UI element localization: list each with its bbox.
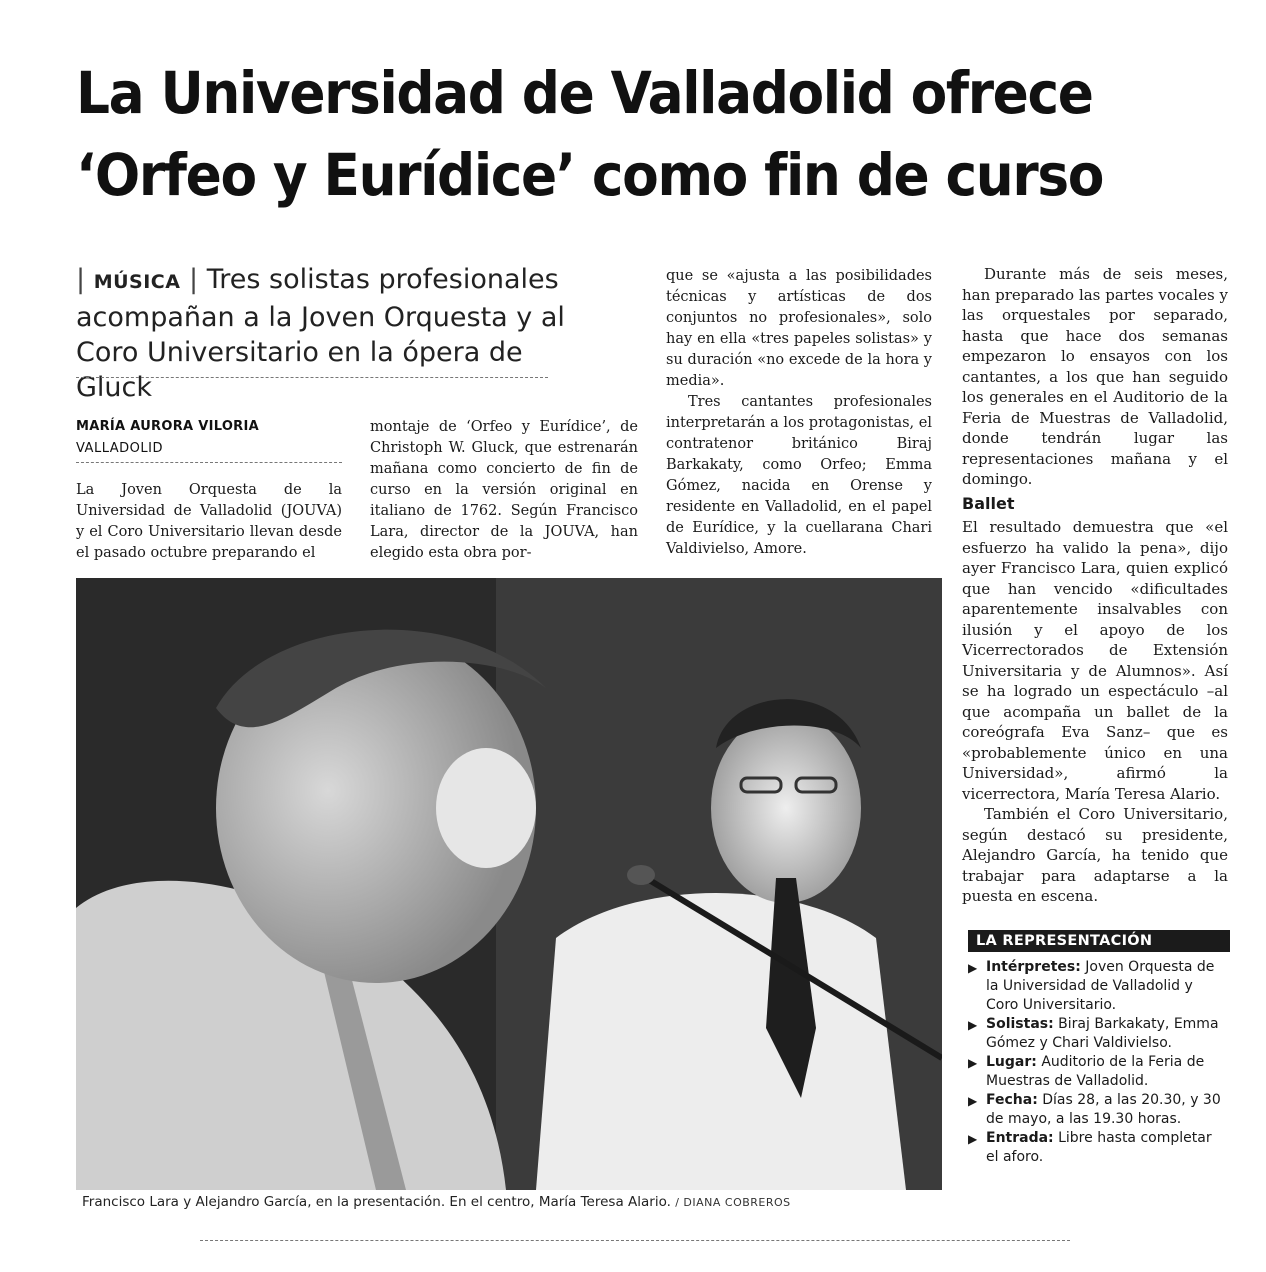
body-paragraph: También el Coro Universitario, según destacó su presidente, Alejandro García, ha tenido que trabajar para adaptarse a la puesta en escena. — [962, 805, 1228, 905]
headline-line-1: La Universidad de Valladolid ofrece — [76, 59, 1093, 127]
author-name: MARÍA AURORA VILORIA — [76, 419, 259, 434]
body-paragraph: montaje de ‘Orfeo y Eurídice’, de Christoph W. Gluck, que estrenarán mañana como concierto de fin de curso en la versión original en italiano de 1762. Según Francisco Lara, director de la JOUVA, han elegido esta obra por- — [370, 419, 638, 561]
factbox-text: Joven Orquesta de la Universidad de Valladolid y Coro Universitario. — [986, 959, 1215, 1013]
subheadline-block: | MÚSICA | Tres solistas profesionales acompañan a la Joven Orquesta y al Coro Universitario en la ópera de Gluck — [76, 264, 565, 403]
section-subhead: Ballet — [962, 493, 1015, 513]
body-column-2 — [370, 417, 638, 564]
body-paragraph: que se «ajusta a las posibilidades técnicas y artísticas de dos conjuntos no profesionales», solo hay en ella «tres papeles solistas» y su duración «no excede de la hora y media». — [666, 268, 932, 389]
factbox-item — [968, 1129, 1228, 1167]
factbox-item — [968, 1091, 1228, 1129]
person-right-head — [711, 713, 861, 903]
factbox-label: Solistas: — [986, 1016, 1054, 1032]
factbox-label: Intérpretes: — [986, 959, 1081, 975]
factbox-item — [968, 1053, 1228, 1091]
press-photo — [76, 578, 942, 1190]
photo-illustration — [76, 578, 942, 1190]
factbox-text: Auditorio de la Feria de Muestras de Valladolid. — [986, 1054, 1205, 1089]
body-column-1 — [76, 480, 342, 564]
section-tag: MÚSICA — [93, 271, 181, 293]
factbox-item — [968, 1015, 1228, 1053]
person-right-body — [536, 893, 906, 1190]
factbox-item — [968, 958, 1228, 1015]
divider — [76, 462, 342, 463]
subheadline: Tres solistas profesionales acompañan a la Joven Orquesta y al Coro Universitario en la ópera de Gluck — [76, 264, 565, 403]
factbox-label: Lugar: — [986, 1054, 1037, 1070]
factbox-label: Fecha: — [986, 1092, 1038, 1108]
headline — [76, 52, 1143, 216]
photo-caption — [82, 1194, 942, 1210]
body-paragraph: El resultado demuestra que «el esfuerzo ha valido la pena», dijo ayer Francisco Lara, quien explicó que han vencido «dificultades aparentemente insalvables con ilusión y el apoyo de los Vicerrectorados de Extensión Universitaria y de Alumnos». Así se ha logrado un espectáculo –al que acompaña un ballet de la coreógrafa Eva Sanz– que es «probablemente único en una Universidad», afirmó la vicerrectora, María Teresa Alario. — [962, 518, 1228, 803]
factbox-text: Días 28, a las 20.30, y 30 de mayo, a las 19.30 horas. — [986, 1092, 1221, 1127]
body-paragraph: Tres cantantes profesionales interpretarán a los protagonistas, el contratenor británico Biraj Barkakaty, como Orfeo; Emma Gómez, nacida en Orense y residente en Valladolid, en el papel de Eurídice, y la cuellarana Chari Valdivielso, Amore. — [666, 394, 932, 557]
divider — [76, 377, 548, 378]
factbox-text: Biraj Barkakaty, Emma Gómez y Chari Valdivielso. — [986, 1016, 1219, 1051]
factbox-text: Libre hasta completar el aforo. — [986, 1130, 1212, 1165]
body-column-3 — [666, 266, 932, 560]
caption-text: Francisco Lara y Alejandro García, en la presentación. En el centro, María Teresa Alario. — [82, 1194, 671, 1210]
divider — [200, 1240, 1070, 1241]
factbox-title: LA REPRESENTACIÓN — [968, 930, 1230, 952]
body-column-4 — [962, 264, 1228, 907]
factbox-list — [968, 958, 1228, 1167]
dateline-location: VALLADOLID — [76, 441, 163, 456]
photo-credit: / DIANA COBREROS — [675, 1196, 791, 1209]
body-paragraph: Durante más de seis meses, han preparado las partes vocales y las orquestales por separado, hasta que hace dos semanas empezaron lo ensayos con los cantantes, a los que han seguido los generales en el Auditorio de la Feria de Muestras de Valladolid, donde tendrán lugar las representaciones mañana y el domingo. — [962, 265, 1228, 488]
body-paragraph: La Joven Orquesta de la Universidad de Valladolid (JOUVA) y el Coro Universitario llevan desde el pasado octubre preparando el — [76, 482, 342, 561]
factbox-label: Entrada: — [986, 1130, 1054, 1146]
headline-line-2: ‘Orfeo y Eurídice’ como fin de curso — [76, 141, 1103, 209]
